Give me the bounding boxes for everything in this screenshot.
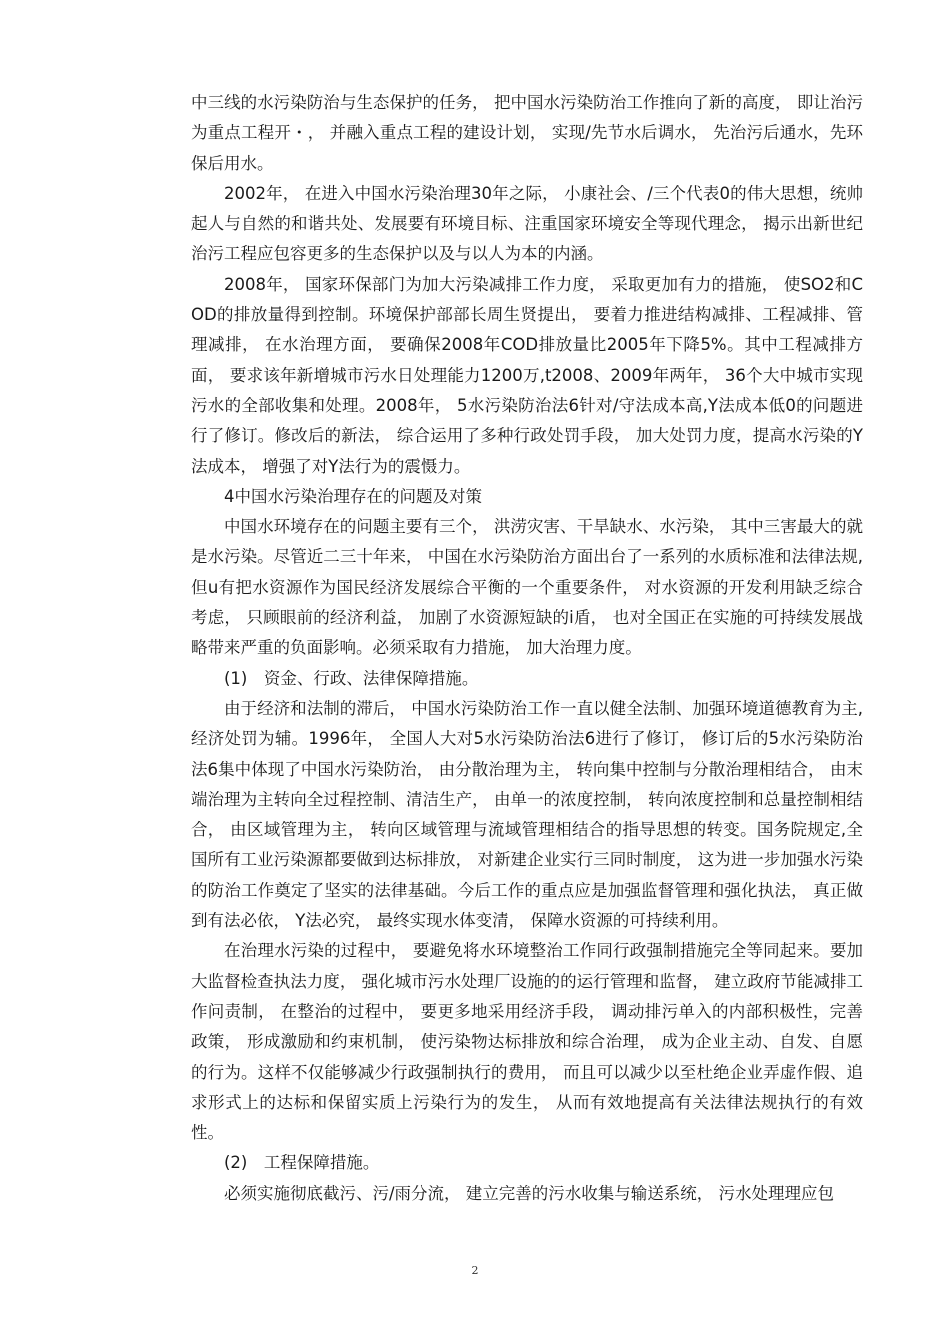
paragraph-governance: 在治理水污染的过程中， 要避免将水环境整治工作同行政强制措施完全等同起来。要加大监督检查执法力度， 强化城市污水处理厂设施的的运行管理和监督， 建立政府节能减排工作问责制， 在整治的过程中， 要更多地采用经济手段， 调动排污单入的内部积极性，完善政策， 形成激励和约束机制， 使污染物达标排放和综合治理， 成为企业主动、自发、自愿的行为。这样不仅能够减少行政强制执行的费用， 而且可以减少以至杜绝企业弄虚作假、追求形式上的达标和保留实质上污染行为的发生， 从而有效地提高有关法律法规执行的有效性。 [191,941,863,1143]
page-number: 2 [471,1264,479,1277]
paragraph-legal: 由于经济和法制的滞后， 中国水污染防治工作一直以健全法制、加强环境道德教育为主,经济处罚为辅。1996年， 全国人大对5水污染防治法6进行了修订， 修订后的5水污染防治法6集中体现了中国水污染防治， 由分散治理为主， 转向集中控制与分散治理相结合， 由末端治理为主转向全过程控制、清洁生产， 由单一的浓度控制， 转向浓度控制和总量控制相结合， 由区域管理为主， 转向区域管理与流域管理相结合的指导思想的转变。国务院规定,全国所有工业污染源都要做到达标排放， 对新建企业实行三同时制度， 这为进一步加强水污染的防治工作奠定了坚实的法律基础。今后工作的重点应是加强监督管理和强化执法， 真正做到有法必依， Y法必究， 最终实现水体变清， 保障水资源的可持续利用。 [191,698,863,931]
paragraph-continued: 中三线的水污染防治与生态保护的任务， 把中国水污染防治工作推向了新的高度， 即让治污为重点工程开・， 并融入重点工程的建设计划， 实现/先节水后调水， 先治污后通水，先环保后用水。 [191,93,863,173]
subheading-2: (2) 工程保障措施。 [224,1153,380,1173]
section-heading: 4中国水污染治理存在的问题及对策 [224,486,482,506]
paragraph-engineering: 必须实施彻底截污、污/雨分流， 建立完善的污水收集与输送系统， 污水处理理应包 [224,1183,835,1203]
paragraph-2002: 2002年， 在进入中国水污染治理30年之际， 小康社会、/三个代表0的伟大思想，统帅起人与自然的和谐共处、发展要有环境目标、注重国家环境安全等现代理念， 揭示出新世纪治污工程应包容更多的生态保护以及与以人为本的内涵。 [191,183,863,264]
subheading-1: (1) 资金、行政、法律保障措施。 [224,668,479,688]
paragraph-problems: 中国水环境存在的问题主要有三个， 洪涝灾害、干旱缺水、水污染， 其中三害最大的就是水污染。尽管近二三十年来， 中国在水污染防治方面出台了一系列的水质标准和法律法规,但u有把水资源作为国民经济发展综合平衡的一个重要条件， 对水资源的开发利用缺乏综合考虑， 只顾眼前的经济利益， 加剧了水资源短缺的i盾， 也对全国正在实施的可持续发展战略带来严重的负面影响。必须采取有力措施， 加大治理力度。 [191,517,863,658]
paragraph-2008: 2008年， 国家环保部门为加大污染减排工作力度， 采取更加有力的措施， 使SO2和COD的排放量得到控制。环境保护部部长周生贤提出， 要着力推进结构减排、工程减排、管理减排， 在水治理方面， 要确保2008年COD排放量比2005年下降5%。其中工程减排方面， 要求该年新增城市污水日处理能力1200万,t2008、2009年两年， 36个大中城市实现污水的全部收集和处理。2008年， 5水污染防治法6针对/守法成本高,Y法成本低0的问题进行了修订。修改后的新法， 综合运用了多种行政处罚手段， 加大处罚力度，提高水污染的Y法成本， 增强了对Y法行为的震慑力。 [191,274,863,476]
document-page [191,88,863,1209]
